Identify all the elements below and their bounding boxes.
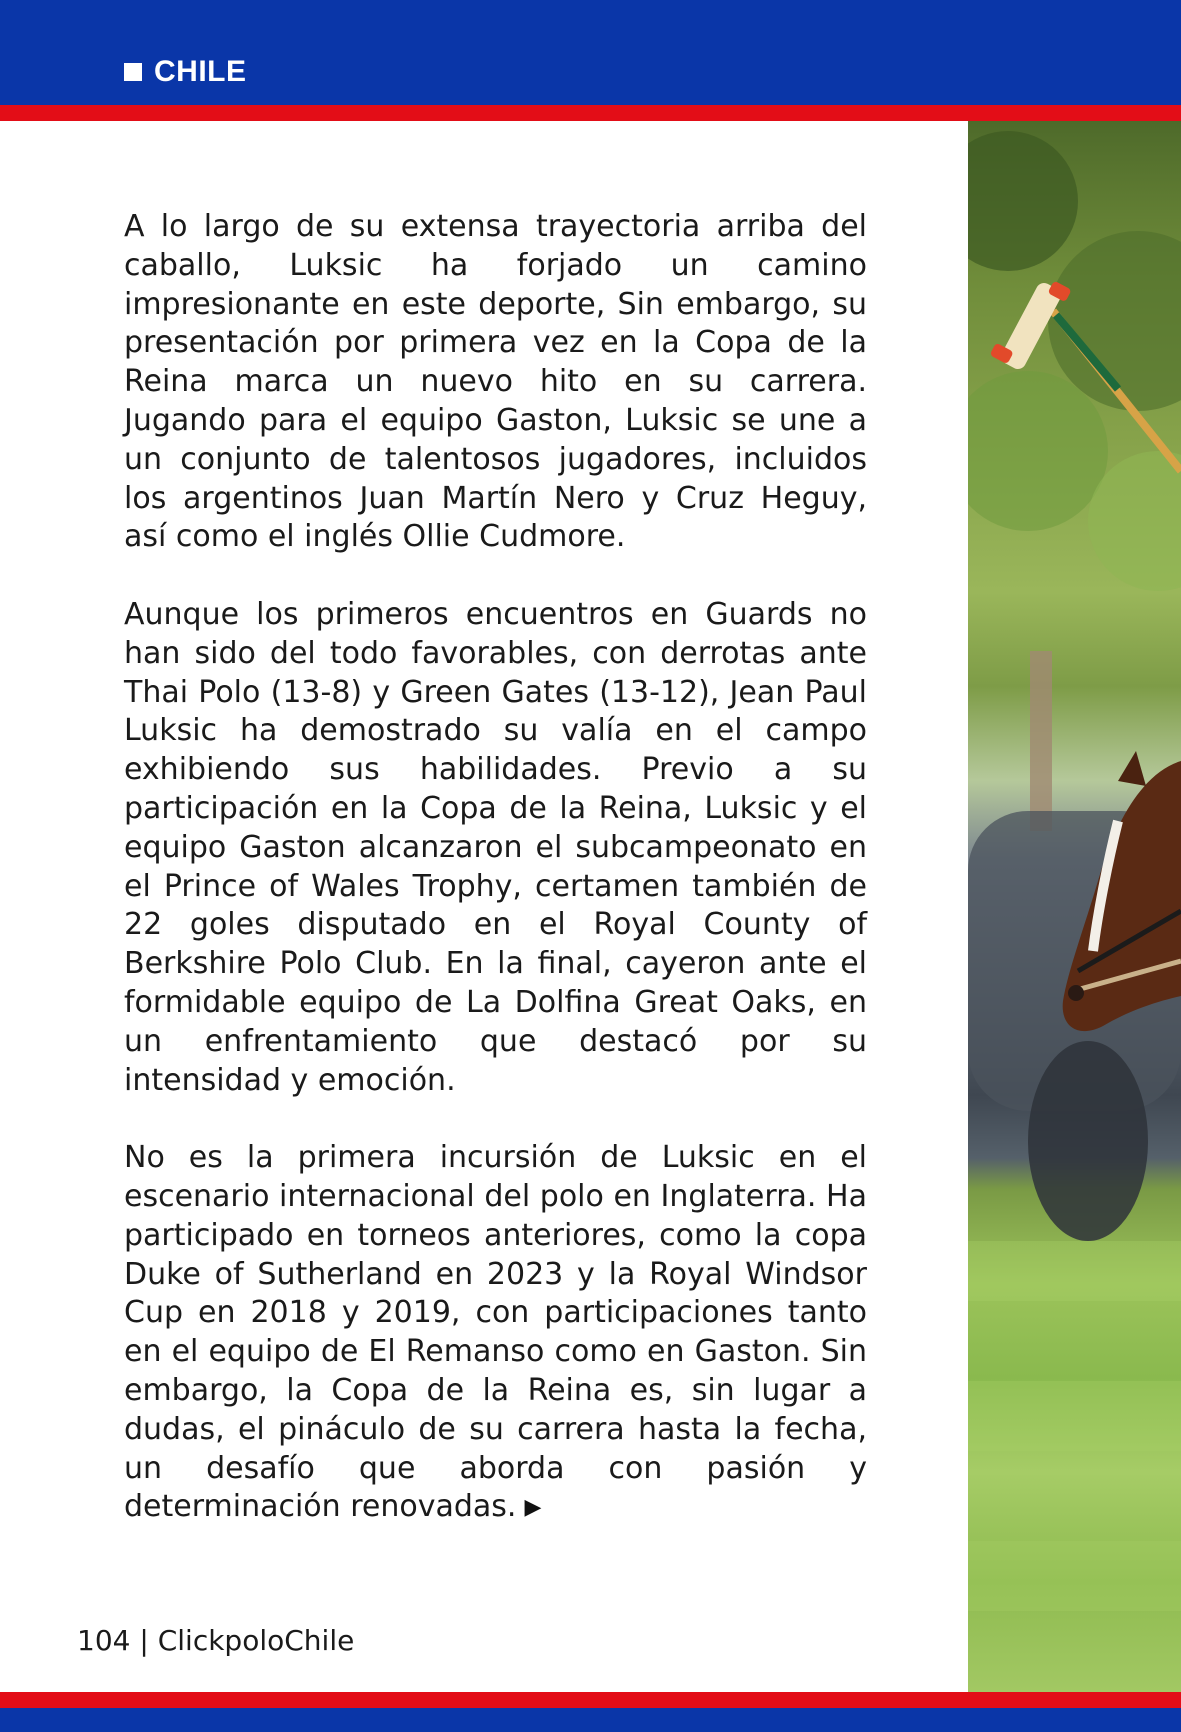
section-label <box>124 52 247 92</box>
page-footer <box>77 1624 354 1657</box>
footer-separator: | <box>139 1624 149 1657</box>
square-bullet-icon <box>124 63 142 81</box>
section-label-text: CHILE <box>154 55 247 88</box>
play-triangle-icon: ▶ <box>524 1495 542 1521</box>
article-paragraph: Aunque los primeros encuentros en Guards no han sido del todo favorables, con derrotas ante Thai Polo (13-8) y Green Gates (13-12), Jean Paul Luksic ha demostrado su valía en el campo exhibiendo sus habilidades. Previo a su participación en la Copa de la Reina, Luksic y el equipo Gaston alcanzaron el subcampeonato en el Prince of Wales Trophy, certamen también de 22 goles disputado en el Royal County of Berkshire Polo Club. En la final, cayeron ante el formidable equipo de La Dolfina Great Oaks, en un enfrentamiento que destacó por su intensidad y emoción. <box>124 596 867 1098</box>
article-body <box>124 208 867 1528</box>
footer-red-stripe <box>0 1692 1181 1708</box>
page-number: 104 <box>77 1624 131 1657</box>
article-paragraph: A lo largo de su extensa trayectoria arriba del caballo, Luksic ha forjado un camino impresionante en este deporte, Sin embargo, su presentación por primera vez en la Copa de la Reina marca un nuevo hito en su carrera. Jugando para el equipo Gaston, Luksic se une a un conjunto de talentosos jugadores, incluidos los argentinos Juan Martín Nero y Cruz Heguy, así como el inglés Ollie Cudmore. <box>124 209 867 555</box>
article-paragraph: No es la primera incursión de Luksic en el escenario internacional del polo en Inglaterra. Ha participado en torneos anteriores, como la copa Duke of Sutherland en 2023 y la Royal Windsor Cup en 2018 y 2019, con participaciones tanto en el equipo de El Remanso como en Gaston. Sin embargo, la Copa de la Reina es, sin lugar a dudas, el pináculo de su carrera hasta la fecha, un desafío que aborda con pasión y determinación renovadas. ▶ <box>124 1139 867 1528</box>
header-red-stripe <box>0 105 1181 121</box>
footer-blue-bar <box>0 1708 1181 1732</box>
polo-horse-and-mallet-photo <box>968 121 1181 1692</box>
publication-name: ClickpoloChile <box>157 1624 355 1657</box>
